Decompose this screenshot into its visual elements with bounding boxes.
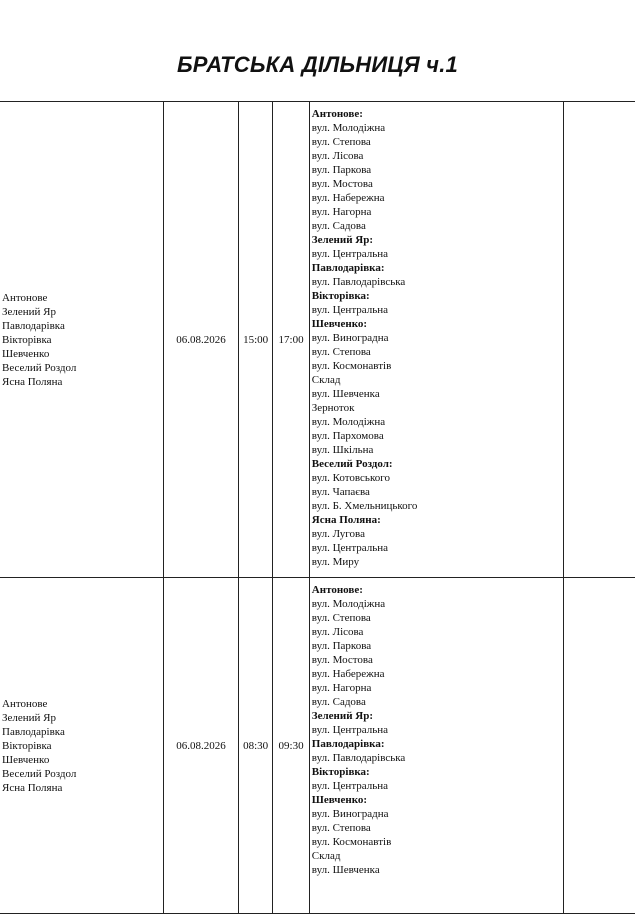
street-name: вул. Центральна [311, 724, 389, 736]
street-name: вул. Виноградна [311, 332, 389, 344]
street-name: вул. Миру [311, 556, 360, 568]
street-name: вул. Нагорна [311, 206, 372, 218]
street-name: вул. Павлодарівська [311, 752, 406, 764]
street-name: вул. Центральна [311, 248, 389, 260]
villages-cell [0, 578, 164, 914]
village-name: Веселий Роздол [2, 767, 77, 780]
village-name: Павлодарівка [2, 319, 65, 332]
street-name: вул. Космонавтів [311, 836, 392, 848]
settlement-heading: Вікторівка: [311, 290, 370, 302]
street-name: вул. Центральна [311, 780, 389, 792]
streets-cell [309, 102, 563, 578]
villages-cell [0, 102, 164, 578]
village-name: Павлодарівка [2, 725, 65, 738]
street-name: вул. Набережна [311, 192, 385, 204]
settlement-heading: Павлодарівка: [311, 738, 385, 750]
street-name: вул. Степова [311, 612, 371, 624]
street-name: вул. Центральна [311, 304, 389, 316]
street-name: Склад [311, 374, 341, 386]
street-name: вул. Павлодарівська [311, 276, 406, 288]
street-name: вул. Шевченка [311, 388, 380, 400]
streets-cell [309, 578, 563, 914]
settlement-heading: Антонове: [311, 584, 363, 596]
street-name: вул. Паркова [311, 164, 372, 176]
street-name: вул. Паркова [311, 640, 372, 652]
date-cell: 06.08.2026 [164, 578, 239, 914]
settlement-heading: Шевченко: [311, 794, 368, 806]
street-name: вул. Степова [311, 822, 371, 834]
page-title: БРАТСЬКА ДІЛЬНИЦЯ ч.1 [177, 52, 458, 77]
street-name: вул. Мостова [311, 654, 373, 666]
settlement-heading: Шевченко: [311, 318, 368, 330]
village-name: Вікторівка [2, 739, 52, 752]
start-time-cell: 15:00 [238, 102, 272, 578]
street-name: вул. Пархомова [311, 430, 384, 442]
settlement-heading: Павлодарівка: [311, 262, 385, 274]
street-name: вул. Степова [311, 346, 371, 358]
start-time-cell: 08:30 [238, 578, 272, 914]
settlement-heading: Зелений Яр: [311, 710, 374, 722]
street-name: вул. Котовського [311, 472, 390, 484]
street-name: вул. Чапаєва [311, 486, 370, 498]
end-time-cell: 17:00 [273, 102, 309, 578]
settlement-heading: Зелений Яр: [311, 234, 374, 246]
street-name: вул. Виноградна [311, 808, 389, 820]
street-name: вул. Садова [311, 696, 366, 708]
settlement-heading: Веселий Роздол: [311, 458, 393, 470]
street-name: вул. Мостова [311, 178, 373, 190]
street-name: вул. Б. Хмельницького [311, 500, 418, 512]
table-row [0, 578, 635, 914]
schedule-table [0, 101, 635, 914]
street-name: вул. Шкільна [311, 444, 374, 456]
street-name: вул. Лісова [311, 150, 364, 162]
street-name: Зерноток [311, 402, 355, 414]
end-time-cell: 09:30 [273, 578, 309, 914]
street-name: вул. Молодіжна [311, 122, 386, 134]
street-name: вул. Лугова [311, 528, 365, 540]
street-name: Склад [311, 850, 341, 862]
street-name: вул. Садова [311, 220, 366, 232]
village-name: Шевченко [2, 753, 50, 766]
street-name: вул. Нагорна [311, 682, 372, 694]
street-name: вул. Молодіжна [311, 416, 386, 428]
village-name: Ясна Поляна [2, 375, 63, 388]
village-name: Антонове [2, 291, 48, 304]
street-name: вул. Набережна [311, 668, 385, 680]
village-name: Антонове [2, 697, 48, 710]
street-name: вул. Лісова [311, 626, 364, 638]
settlement-heading: Антонове: [311, 108, 363, 120]
empty-cell [563, 578, 635, 914]
street-name: вул. Центральна [311, 542, 389, 554]
village-name: Зелений Яр [2, 711, 57, 724]
street-name: вул. Степова [311, 136, 371, 148]
village-name: Вікторівка [2, 333, 52, 346]
village-name: Веселий Роздол [2, 361, 77, 374]
street-name: вул. Космонавтів [311, 360, 392, 372]
village-name: Зелений Яр [2, 305, 57, 318]
empty-cell [563, 102, 635, 578]
settlement-heading: Вікторівка: [311, 766, 370, 778]
table-row [0, 102, 635, 578]
settlement-heading: Ясна Поляна: [311, 514, 381, 526]
street-name: вул. Шевченка [311, 864, 380, 876]
street-name: вул. Молодіжна [311, 598, 386, 610]
village-name: Ясна Поляна [2, 781, 63, 794]
village-name: Шевченко [2, 347, 50, 360]
date-cell: 06.08.2026 [164, 102, 239, 578]
schedule-table-body [0, 102, 635, 914]
